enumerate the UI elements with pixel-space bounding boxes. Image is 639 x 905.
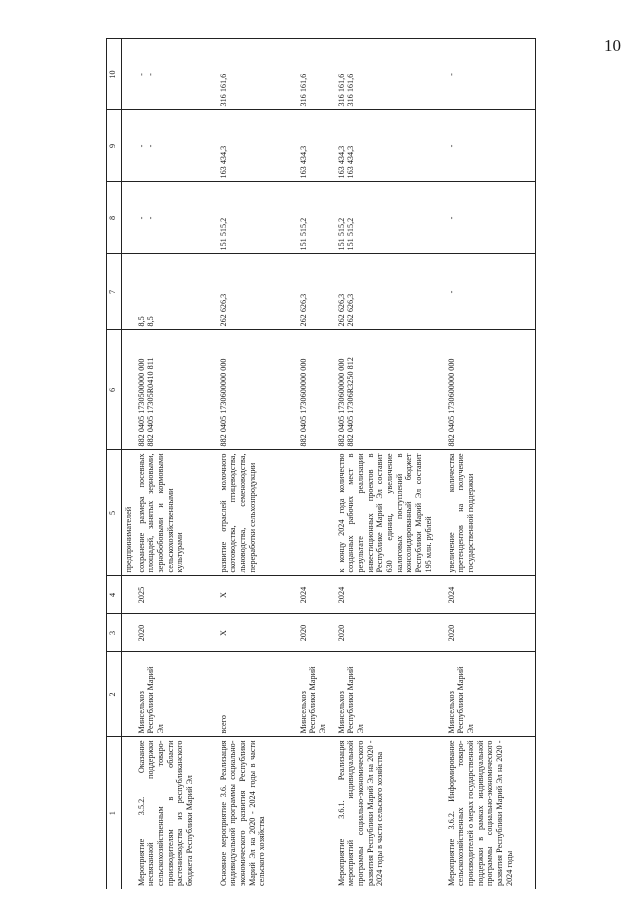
value: 8,5 bbox=[136, 316, 146, 327]
responsible-executor: Минсельхоз Республики Марий Эл bbox=[444, 652, 536, 737]
budget-code: 882 0405 1730600000 000 bbox=[216, 330, 296, 450]
value-col-8: 151 515,2 bbox=[296, 182, 334, 254]
value-col-7 bbox=[134, 254, 216, 330]
value: 262 626,3 bbox=[346, 293, 356, 327]
value-col-7: 262 626,3 bbox=[296, 254, 334, 330]
start-year: 2020 bbox=[134, 614, 216, 652]
value-col-9 bbox=[134, 110, 216, 182]
value: 262 626,3 bbox=[336, 293, 346, 327]
value-col-8: 151 515,2 bbox=[216, 182, 296, 254]
budget-code: 882 0405 1730600000 000 bbox=[444, 330, 536, 450]
column-header: 5 bbox=[107, 450, 122, 576]
end-year: 2024 bbox=[444, 576, 536, 614]
responsible-executor: Минсельхоз Республики Марий Эл bbox=[334, 652, 444, 737]
value-col-10 bbox=[134, 39, 216, 110]
value: 316 161,6 bbox=[346, 73, 356, 107]
carry-over-row bbox=[122, 39, 134, 889]
expected-result: увеличение количества претендентов на получение государственной поддержки bbox=[444, 450, 536, 576]
value-col-10: 316 161,6 bbox=[216, 39, 296, 110]
budget-code: 882 0405 1730600000 000 bbox=[296, 330, 334, 450]
value-col-10 bbox=[334, 39, 444, 110]
value-col-9: 163 434,3 bbox=[296, 110, 334, 182]
column-header: 7 bbox=[107, 254, 122, 330]
column-header: 4 bbox=[107, 576, 122, 614]
carry-over-text: предпринимателей bbox=[122, 450, 134, 576]
activity-name: Основное мероприятие 3.6. Реализация индивидуальной программы социально-экономического развития Республики Марий Эл на 2020 - 2024 годы в части сельского хозяйства bbox=[218, 740, 267, 886]
expected-result bbox=[296, 450, 334, 576]
budget-code bbox=[334, 330, 444, 450]
start-year: 2020 bbox=[296, 614, 334, 652]
expected-result: к концу 2024 года количество созданных рабочих мест в результате реализации инвестиционных проектов в Республике Марий Эл составит 630 единиц, увеличение налоговых поступлений в консолидированный бюджет Республики Марий Эл составит 195 млн. рублей bbox=[334, 450, 444, 576]
value-col-10: - bbox=[444, 39, 536, 110]
value: 163 434,3 bbox=[346, 145, 356, 179]
responsible-executor: Минсельхоз Республики Марий Эл bbox=[134, 652, 216, 737]
value: - bbox=[146, 216, 156, 220]
value-col-9 bbox=[334, 110, 444, 182]
column-header: 6 bbox=[107, 330, 122, 450]
end-year: 2024 bbox=[334, 576, 444, 614]
start-year: X bbox=[216, 614, 296, 652]
value-col-8 bbox=[334, 182, 444, 254]
column-header: 9 bbox=[107, 110, 122, 182]
value: - bbox=[146, 73, 156, 76]
end-year: X bbox=[216, 576, 296, 614]
responsible-executor: всего bbox=[216, 652, 296, 737]
table-row bbox=[334, 39, 444, 889]
rotated-table-container bbox=[106, 39, 526, 889]
activity-name: Мероприятие 3.6.2. Информирование сельскохозяйственных товаро-производителей о мерах государственной поддержки в рамках индивидуальной программы социально-экономического развития Республики Марий Эл на 2020 - 2024 годы bbox=[444, 737, 536, 889]
value-col-9: 163 434,3 bbox=[216, 110, 296, 182]
start-year: 2020 bbox=[444, 614, 536, 652]
value: - bbox=[146, 144, 156, 148]
program-table bbox=[106, 39, 536, 890]
value-col-8 bbox=[134, 182, 216, 254]
value: 8,5 bbox=[146, 316, 156, 327]
column-header: 8 bbox=[107, 182, 122, 254]
table-row bbox=[296, 39, 334, 889]
value: 163 434,3 bbox=[336, 145, 346, 179]
start-year: 2020 bbox=[334, 614, 444, 652]
value-col-8: - bbox=[444, 182, 536, 254]
budget-code-line: 882 0405 1730600000 000 bbox=[336, 358, 346, 447]
activity-name bbox=[296, 737, 334, 889]
end-year: 2025 bbox=[134, 576, 216, 614]
expected-result: сохранение размера посевных площадей, занятых зерновыми, зернобобовыми и кормовыми сельскохозяйственными культурами bbox=[134, 450, 216, 576]
value: - bbox=[136, 216, 146, 220]
column-header: 2 bbox=[107, 652, 122, 737]
expected-result: развитие отраслей молочного скотоводства, птицеводства, льноводства, семеноводства, переработки сельхозпродукции bbox=[216, 450, 296, 576]
budget-code-line: 882 0405 1730500000 000 bbox=[136, 358, 146, 447]
column-header: 10 bbox=[107, 39, 122, 110]
value-col-7: 262 626,3 bbox=[216, 254, 296, 330]
activity-name: Мероприятие 3.6.1. Реализация мероприятий индивидуальной программы социально-экономического развития Республики Марий Эл на 2020 - 2024 годы в части сельского хозяйства bbox=[336, 740, 385, 886]
value: 151 515,2 bbox=[336, 217, 346, 251]
end-year: 2024 bbox=[296, 576, 334, 614]
budget-code-line: 882 0405 17305R0410 811 bbox=[146, 357, 156, 447]
column-header: 3 bbox=[107, 614, 122, 652]
table-row bbox=[444, 39, 536, 889]
value: - bbox=[136, 73, 146, 76]
value-col-7 bbox=[334, 254, 444, 330]
value-col-7: - bbox=[444, 254, 536, 330]
responsible-executor: Минсельхоз Республики Марий Эл bbox=[296, 652, 334, 737]
budget-code-line: 882 0405 17306R3250 812 bbox=[346, 357, 356, 447]
value: 151 515,2 bbox=[346, 217, 356, 251]
budget-code bbox=[134, 330, 216, 450]
column-number-row bbox=[107, 39, 122, 889]
column-header: 1 bbox=[107, 737, 122, 889]
value-col-9: - bbox=[444, 110, 536, 182]
value: 316 161,6 bbox=[336, 73, 346, 107]
activity-name: Мероприятие 3.5.2. Оказание несвязанной поддержки сельскохозяйственным товаро-производителям в области растениеводства из республиканского бюджета Республики Марий Эл bbox=[136, 740, 195, 886]
page-number: 10 bbox=[604, 36, 621, 55]
table-row bbox=[134, 39, 216, 889]
value: - bbox=[136, 144, 146, 148]
value-col-10: 316 161,6 bbox=[296, 39, 334, 110]
table-row bbox=[216, 39, 296, 889]
